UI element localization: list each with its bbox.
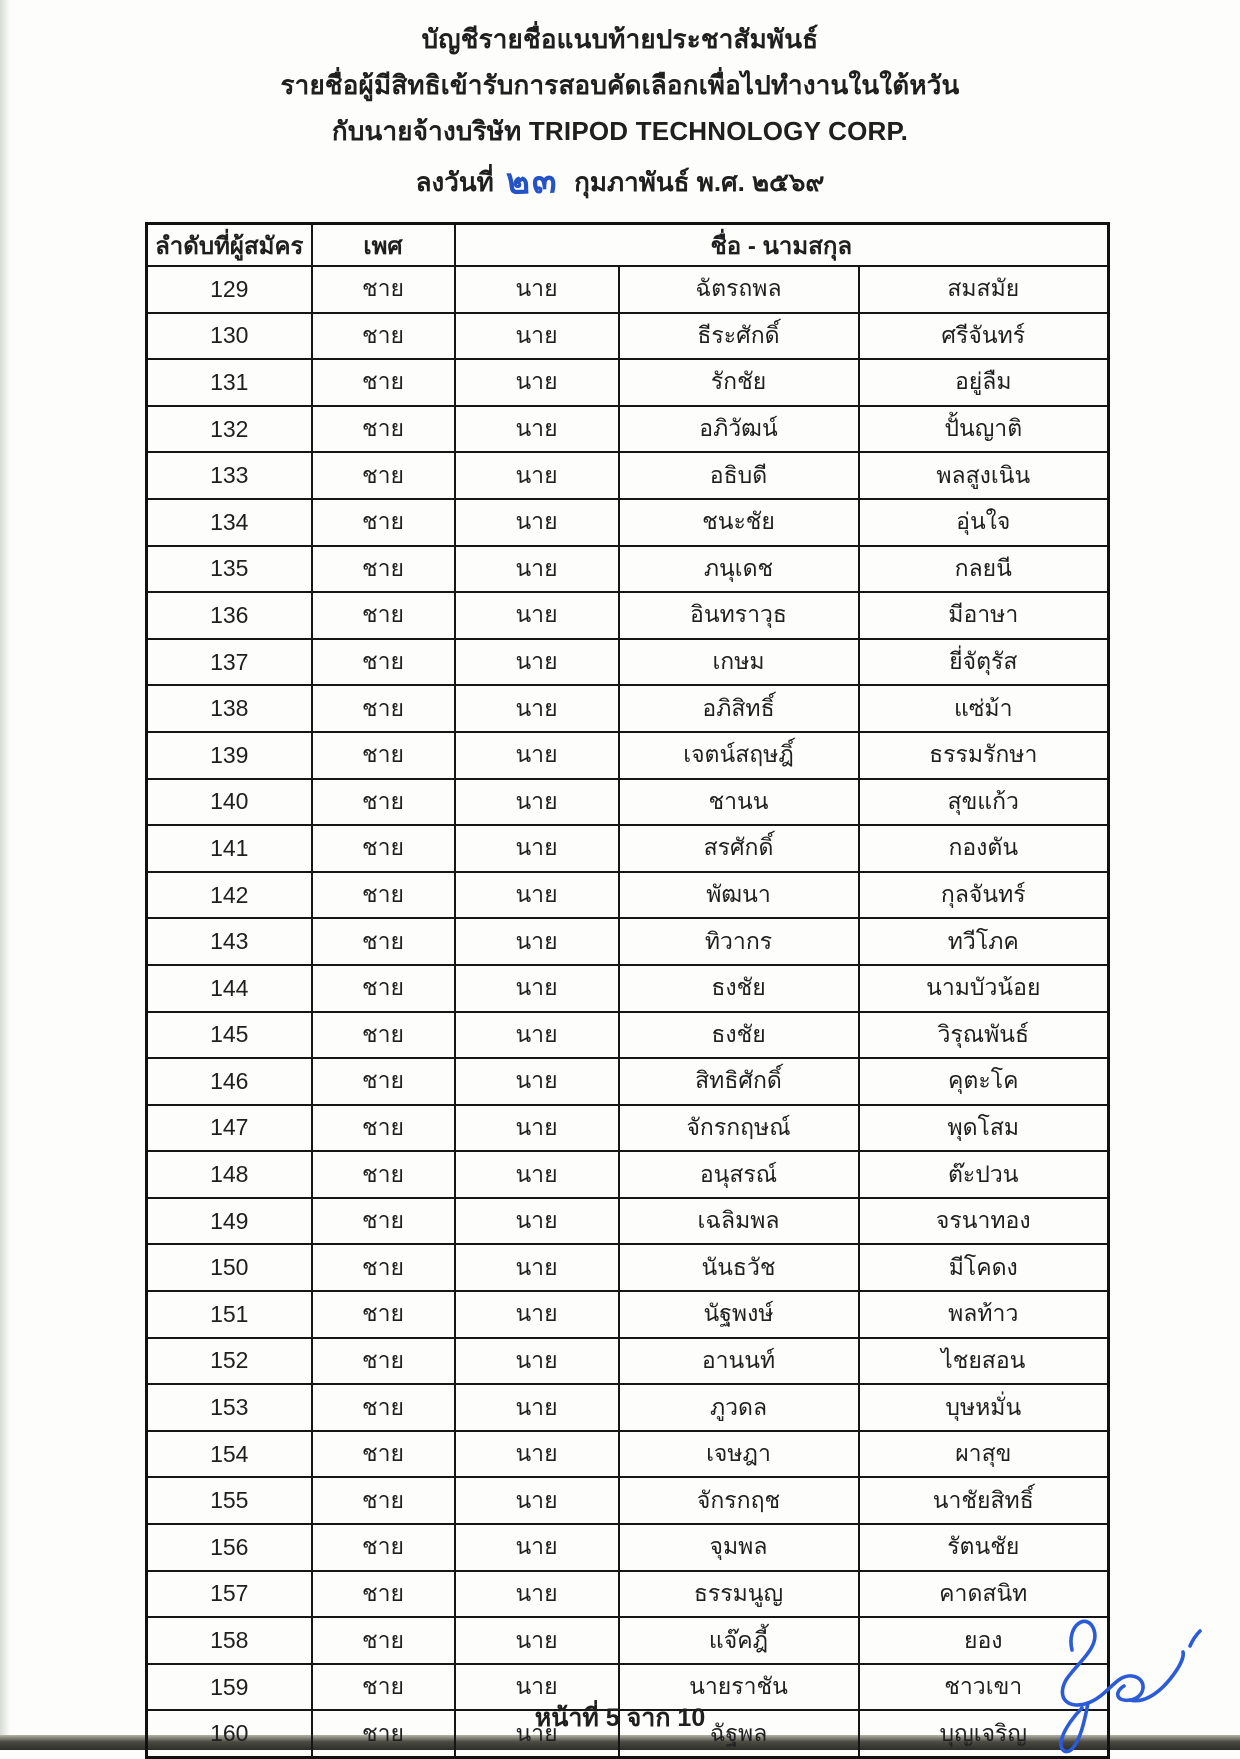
cell-title: นาย <box>455 1244 619 1291</box>
cell-applicant-no: 130 <box>147 313 312 360</box>
cell-gender: ชาย <box>312 313 455 360</box>
cell-first-name: ภูวดล <box>619 1384 859 1431</box>
cell-last-name: นามบัวน้อย <box>859 965 1109 1012</box>
cell-gender: ชาย <box>312 872 455 919</box>
cell-first-name: เจษฎา <box>619 1431 859 1478</box>
cell-applicant-no: 142 <box>147 872 312 919</box>
cell-last-name: อุ่นใจ <box>859 499 1109 546</box>
cell-applicant-no: 141 <box>147 825 312 872</box>
cell-title: นาย <box>455 732 619 779</box>
table-row <box>147 313 1109 360</box>
cell-gender: ชาย <box>312 452 455 499</box>
cell-last-name: ศรีจันทร์ <box>859 313 1109 360</box>
cell-title: นาย <box>455 1571 619 1618</box>
cell-gender: ชาย <box>312 1617 455 1664</box>
table-row <box>147 918 1109 965</box>
cell-first-name: ธงชัย <box>619 1012 859 1059</box>
cell-gender: ชาย <box>312 266 455 313</box>
cell-title: นาย <box>455 1058 619 1105</box>
cell-first-name: ชนะชัย <box>619 499 859 546</box>
cell-gender: ชาย <box>312 1384 455 1431</box>
table-row <box>147 872 1109 919</box>
table-row <box>147 825 1109 872</box>
cell-title: นาย <box>455 1617 619 1664</box>
cell-first-name: เกษม <box>619 639 859 686</box>
table-row <box>147 1198 1109 1245</box>
cell-applicant-no: 159 <box>147 1664 312 1711</box>
cell-gender: ชาย <box>312 1244 455 1291</box>
table-row <box>147 1384 1109 1431</box>
cell-gender: ชาย <box>312 1571 455 1618</box>
cell-gender: ชาย <box>312 1477 455 1524</box>
table-row <box>147 685 1109 732</box>
cell-applicant-no: 138 <box>147 685 312 732</box>
table-row <box>147 1291 1109 1338</box>
cell-last-name: นาชัยสิทธิ์ <box>859 1477 1109 1524</box>
cell-last-name: ธรรมรักษา <box>859 732 1109 779</box>
applicants-table <box>145 222 1110 1759</box>
cell-first-name: อนุสรณ์ <box>619 1151 859 1198</box>
handwritten-day-number: ๒๓ <box>505 159 559 202</box>
cell-title: นาย <box>455 1012 619 1059</box>
document-title-line-2: รายชื่อผู้มีสิทธิเข้ารับการสอบคัดเลือกเพื่อไปทำงานในใต้หวัน <box>280 70 960 100</box>
cell-last-name: พุดโสม <box>859 1105 1109 1152</box>
table-row <box>147 1244 1109 1291</box>
cell-applicant-no: 155 <box>147 1477 312 1524</box>
cell-title: นาย <box>455 1338 619 1385</box>
cell-first-name: อภิวัฒน์ <box>619 406 859 453</box>
cell-applicant-no: 157 <box>147 1571 312 1618</box>
cell-applicant-no: 145 <box>147 1012 312 1059</box>
cell-applicant-no: 131 <box>147 359 312 406</box>
cell-title: นาย <box>455 779 619 826</box>
table-row <box>147 546 1109 593</box>
scan-edge-left <box>0 0 10 1750</box>
table-row <box>147 779 1109 826</box>
cell-applicant-no: 136 <box>147 592 312 639</box>
cell-first-name: พัฒนา <box>619 872 859 919</box>
cell-title: นาย <box>455 1291 619 1338</box>
cell-gender: ชาย <box>312 1664 455 1711</box>
cell-last-name: ทวีโภค <box>859 918 1109 965</box>
cell-applicant-no: 156 <box>147 1524 312 1571</box>
cell-last-name: รัตนชัย <box>859 1524 1109 1571</box>
cell-first-name: ฉัตรถพล <box>619 266 859 313</box>
table-row <box>147 1058 1109 1105</box>
table-header-row <box>147 224 1109 267</box>
table-row <box>147 1338 1109 1385</box>
table-row <box>147 452 1109 499</box>
cell-last-name: ไชยสอน <box>859 1338 1109 1385</box>
document-title-line-1: บัญชีรายชื่อแนบท้ายประชาสัมพันธ์ <box>421 24 819 54</box>
cell-applicant-no: 144 <box>147 965 312 1012</box>
cell-gender: ชาย <box>312 1151 455 1198</box>
cell-title: นาย <box>455 1524 619 1571</box>
cell-last-name: อยู่ลืม <box>859 359 1109 406</box>
cell-first-name: อธิบดี <box>619 452 859 499</box>
cell-title: นาย <box>455 872 619 919</box>
cell-applicant-no: 135 <box>147 546 312 593</box>
cell-title: นาย <box>455 406 619 453</box>
cell-applicant-no: 150 <box>147 1244 312 1291</box>
cell-gender: ชาย <box>312 965 455 1012</box>
cell-last-name: พลท้าว <box>859 1291 1109 1338</box>
cell-last-name: สมสมัย <box>859 266 1109 313</box>
table-row <box>147 1524 1109 1571</box>
cell-title: นาย <box>455 313 619 360</box>
cell-first-name: ฉัฐพล <box>619 1710 859 1757</box>
cell-gender: ชาย <box>312 499 455 546</box>
cell-gender: ชาย <box>312 779 455 826</box>
cell-last-name: แซ่ม้า <box>859 685 1109 732</box>
cell-first-name: นันธวัช <box>619 1244 859 1291</box>
cell-gender: ชาย <box>312 1291 455 1338</box>
cell-last-name: มีอาษา <box>859 592 1109 639</box>
cell-applicant-no: 143 <box>147 918 312 965</box>
cell-title: นาย <box>455 1664 619 1711</box>
cell-first-name: อานนท์ <box>619 1338 859 1385</box>
cell-last-name: ยี่จัตุรัส <box>859 639 1109 686</box>
cell-first-name: แจ๊คฎี้ <box>619 1617 859 1664</box>
document-date-line <box>0 159 1240 202</box>
cell-first-name: ธงชัย <box>619 965 859 1012</box>
cell-last-name: ผาสุข <box>859 1431 1109 1478</box>
table-row <box>147 965 1109 1012</box>
cell-first-name: ธรรมนูญ <box>619 1571 859 1618</box>
cell-title: นาย <box>455 1477 619 1524</box>
cell-first-name: ภนุเดช <box>619 546 859 593</box>
table-row <box>147 1431 1109 1478</box>
cell-gender: ชาย <box>312 1058 455 1105</box>
cell-first-name: อินทราวุธ <box>619 592 859 639</box>
cell-first-name: อภิสิทธิ์ <box>619 685 859 732</box>
date-prefix: ลงวันที่ <box>415 167 494 197</box>
cell-applicant-no: 147 <box>147 1105 312 1152</box>
cell-title: นาย <box>455 266 619 313</box>
cell-applicant-no: 129 <box>147 266 312 313</box>
table-row <box>147 1151 1109 1198</box>
cell-first-name: เจตน์สฤษฎิ์ <box>619 732 859 779</box>
cell-title: นาย <box>455 965 619 1012</box>
header-applicant-no: ลำดับที่ผู้สมัคร <box>147 224 312 267</box>
cell-title: นาย <box>455 825 619 872</box>
cell-applicant-no: 152 <box>147 1338 312 1385</box>
cell-title: นาย <box>455 1105 619 1152</box>
cell-applicant-no: 158 <box>147 1617 312 1664</box>
table-body <box>147 266 1109 1758</box>
cell-applicant-no: 133 <box>147 452 312 499</box>
cell-last-name: กุลจันทร์ <box>859 872 1109 919</box>
header-gender: เพศ <box>312 224 455 267</box>
cell-title: นาย <box>455 685 619 732</box>
cell-first-name: จักรกฤษณ์ <box>619 1105 859 1152</box>
table-row <box>147 732 1109 779</box>
cell-title: นาย <box>455 1384 619 1431</box>
table-row <box>147 1571 1109 1618</box>
cell-applicant-no: 139 <box>147 732 312 779</box>
cell-applicant-no: 153 <box>147 1384 312 1431</box>
cell-applicant-no: 146 <box>147 1058 312 1105</box>
table-row <box>147 1477 1109 1524</box>
cell-title: นาย <box>455 359 619 406</box>
cell-applicant-no: 132 <box>147 406 312 453</box>
cell-title: นาย <box>455 592 619 639</box>
cell-last-name: กองตัน <box>859 825 1109 872</box>
table-row <box>147 359 1109 406</box>
cell-title: นาย <box>455 499 619 546</box>
cell-gender: ชาย <box>312 1105 455 1152</box>
cell-gender: ชาย <box>312 1198 455 1245</box>
cell-gender: ชาย <box>312 359 455 406</box>
cell-last-name: ยอง <box>859 1617 1109 1664</box>
cell-gender: ชาย <box>312 685 455 732</box>
cell-first-name: จุมพล <box>619 1524 859 1571</box>
cell-title: นาย <box>455 452 619 499</box>
cell-gender: ชาย <box>312 1012 455 1059</box>
cell-last-name: บุษหมั่น <box>859 1384 1109 1431</box>
cell-gender: ชาย <box>312 546 455 593</box>
table-row <box>147 1012 1109 1059</box>
cell-applicant-no: 160 <box>147 1710 312 1757</box>
cell-last-name: ต๊ะปวน <box>859 1151 1109 1198</box>
cell-title: นาย <box>455 546 619 593</box>
table-row <box>147 639 1109 686</box>
date-suffix: กุมภาพันธ์ พ.ศ. ๒๕๖๙ <box>574 167 825 197</box>
cell-last-name: พลสูงเนิน <box>859 452 1109 499</box>
cell-applicant-no: 148 <box>147 1151 312 1198</box>
page-number-footer: หน้าที่ 5 จาก 10 <box>534 1704 706 1732</box>
cell-gender: ชาย <box>312 825 455 872</box>
cell-last-name: จรนาทอง <box>859 1198 1109 1245</box>
table-row <box>147 592 1109 639</box>
cell-gender: ชาย <box>312 918 455 965</box>
cell-title: นาย <box>455 639 619 686</box>
document-title-line-3: กับนายจ้างบริษัท TRIPOD TECHNOLOGY CORP. <box>331 116 909 146</box>
cell-first-name: สิทธิศักดิ์ <box>619 1058 859 1105</box>
cell-last-name: มีโคดง <box>859 1244 1109 1291</box>
cell-title: นาย <box>455 1710 619 1757</box>
cell-gender: ชาย <box>312 1338 455 1385</box>
cell-first-name: นายราชัน <box>619 1664 859 1711</box>
cell-last-name: กลยนี <box>859 546 1109 593</box>
cell-last-name: คุตะโค <box>859 1058 1109 1105</box>
cell-first-name: ทิวากร <box>619 918 859 965</box>
cell-last-name: บุญเจริญ <box>859 1710 1109 1757</box>
document-header <box>0 24 1240 202</box>
cell-last-name: คาดสนิท <box>859 1571 1109 1618</box>
cell-gender: ชาย <box>312 639 455 686</box>
cell-first-name: นัฐพงษ์ <box>619 1291 859 1338</box>
cell-first-name: สรศักดิ์ <box>619 825 859 872</box>
cell-title: นาย <box>455 1151 619 1198</box>
table-row <box>147 266 1109 313</box>
cell-title: นาย <box>455 918 619 965</box>
cell-gender: ชาย <box>312 406 455 453</box>
cell-gender: ชาย <box>312 1524 455 1571</box>
cell-first-name: ชานน <box>619 779 859 826</box>
cell-applicant-no: 149 <box>147 1198 312 1245</box>
cell-applicant-no: 140 <box>147 779 312 826</box>
cell-applicant-no: 137 <box>147 639 312 686</box>
header-full-name: ชื่อ - นามสกุล <box>455 224 1109 267</box>
cell-applicant-no: 151 <box>147 1291 312 1338</box>
table-row <box>147 1105 1109 1152</box>
cell-last-name: ชาวเขา <box>859 1664 1109 1711</box>
cell-last-name: ปั้นญาติ <box>859 406 1109 453</box>
cell-gender: ชาย <box>312 1431 455 1478</box>
cell-title: นาย <box>455 1431 619 1478</box>
cell-first-name: ธีระศักดิ์ <box>619 313 859 360</box>
cell-last-name: วิรุณพันธ์ <box>859 1012 1109 1059</box>
table-row <box>147 499 1109 546</box>
cell-first-name: รักชัย <box>619 359 859 406</box>
table-row <box>147 1617 1109 1664</box>
cell-gender: ชาย <box>312 592 455 639</box>
table-row <box>147 406 1109 453</box>
cell-applicant-no: 154 <box>147 1431 312 1478</box>
cell-gender: ชาย <box>312 732 455 779</box>
cell-last-name: สุขแก้ว <box>859 779 1109 826</box>
cell-first-name: เฉลิมพล <box>619 1198 859 1245</box>
table-header <box>147 224 1109 267</box>
cell-gender: ชาย <box>312 1710 455 1757</box>
cell-first-name: จักรกฤช <box>619 1477 859 1524</box>
cell-title: นาย <box>455 1198 619 1245</box>
cell-applicant-no: 134 <box>147 499 312 546</box>
